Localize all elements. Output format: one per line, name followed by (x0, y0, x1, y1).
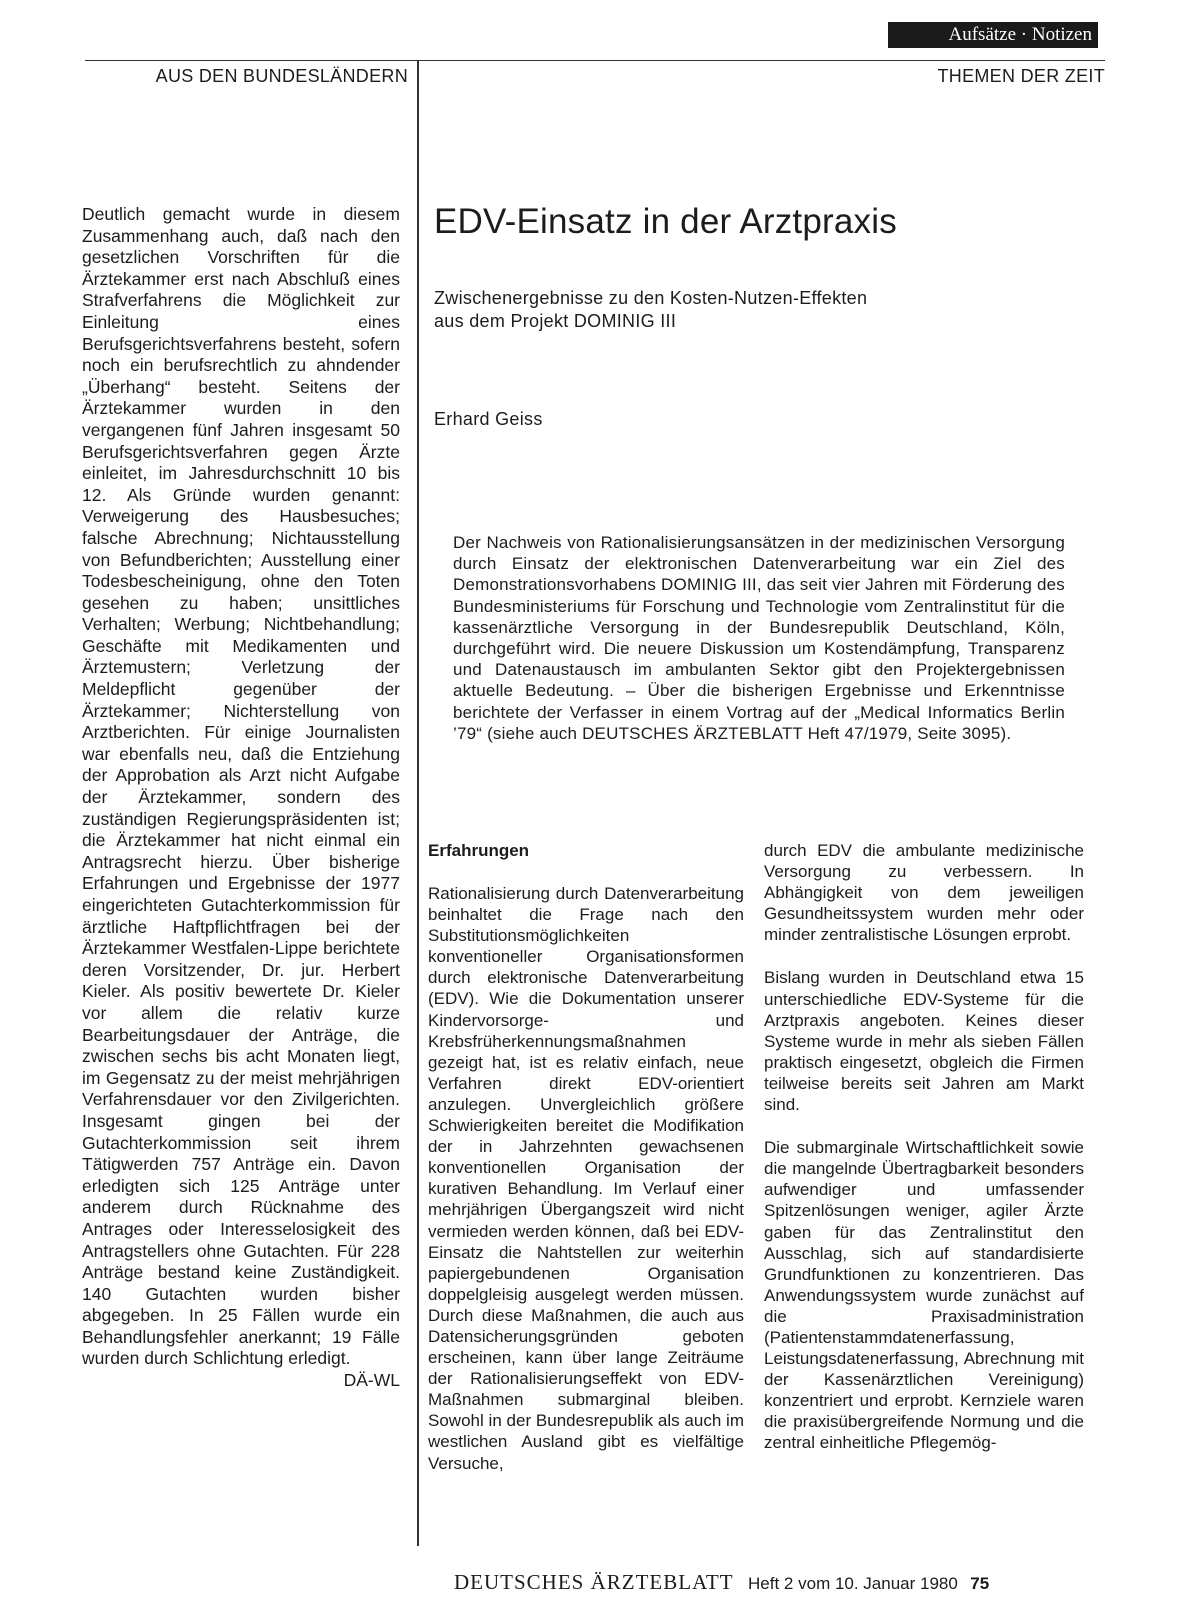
left-column-article (82, 204, 400, 1392)
journal-name: DEUTSCHES ÄRZTEBLATT (454, 1570, 734, 1594)
author-signature: DÄ-WL (343, 1370, 400, 1391)
section-heading: Erfahrungen (428, 841, 530, 860)
article-author: Erhard Geiss (434, 409, 543, 429)
right-paragraph-1: durch EDV die ambulante medizinische Versorgung zu verbessern. In Abhängigkeit von dem jeweiligen Gesundheitssystem wurden mehr oder minder zentralistische Lösungen erprobt. (764, 841, 1084, 945)
issue-info: Heft 2 vom 10. Januar 1980 (748, 1574, 958, 1593)
section-label-right: THEMEN DER ZEIT (937, 66, 1105, 86)
section-label-left: AUS DEN BUNDESLÄNDERN (155, 66, 408, 86)
subtitle-line-1: Zwischenergebnisse zu den Kosten-Nutzen-Effekten (434, 288, 868, 308)
right-column (764, 840, 1084, 1476)
page-footer (454, 1570, 1114, 1595)
page-number: 75 (970, 1574, 990, 1593)
left-column-text: Deutlich gemacht wurde in diesem Zusammenhang auch, daß nach den gesetzlichen Vorschriften für die Ärztekammer erst nach Abschluß eines Strafverfahrens die Möglichkeit zur Einleitung eines Berufsgerichtsverfahrens besteht, sofern noch ein berufsrechtlich zu ahndender „Überhang“ besteht. Seitens der Ärztekammer wurden in den vergangenen fünf Jahren insgesamt 50 Berufsgerichtsverfahren gegen Ärzte einleitet, im Jahresdurchschnitt 10 bis 12. Als Gründe wurden genannt: Verweigerung des Hausbesuches; falsche Abrechnung; Nichtausstellung von Befundberichten; Ausstellung einer Todesbescheinigung, ohne den Toten gesehen zu haben; unsittliches Verhalten; Werbung; Nichtbehandlung; Geschäfte mit Medikamenten und Ärztemustern; Verletzung der Meldepflicht gegenüber der Ärztekammer; Nichterstellung von Arztberichten. Für einige Journalisten war ebenfalls neu, daß die Entziehung der Approbation als Arzt nicht Aufgabe der Ärztekammer, sondern des zuständigen Regierungspräsidenten ist; die Ärztekammer hat nicht einmal ein Antragsrecht hierzu. Über bisherige Erfahrungen und Ergebnisse der 1977 eingerichteten Gutachterkommission für ärztliche Haftpflichtfragen bei der Ärztekammer Westfalen-Lippe berichtete deren Vorsitzender, Dr. jur. Herbert Kieler. Als positiv bewertete Dr. Kieler vor allem die relativ kurze Bearbeitungsdauer der Anträge, die zwischen sechs bis acht Monaten liegt, im Gegensatz zu der meist mehrjährigen Verfahrensdauer vor den Zivilgerichten. Insgesamt gingen bei der Gutachterkommission seit ihrem Tätigwerden 757 Anträge ein. Davon erledigten sich 125 Anträge unter anderem durch Rücknahme des Antrages oder Interesselosigkeit des Antragstellers ohne Gutachten. Für 228 Anträge bestand keine Zuständigkeit. 140 Gutachten wurden bisher abgegeben. In 25 Fällen wurde ein Behandlungsfehler anerkannt; 19 Fälle wurden durch Schlichtung erledigt. (82, 204, 400, 1369)
section-badge: Aufsätze · Notizen (888, 22, 1098, 48)
header-rule (85, 60, 1105, 61)
column-divider (417, 60, 419, 1546)
middle-column-text: Rationalisierung durch Datenverarbeitung beinhaltet die Frage nach den Substitutionsmöglichkeiten konventioneller Organisationsformen durch elektronische Datenverarbeitung (EDV). Wie die Dokumentation unserer Kindervorsorge- und Krebsfrüherkennungsmaßnahmen gezeigt hat, ist es relativ einfach, neue Verfahren direkt EDV-orientiert anzulegen. Unvergleichlich größere Schwierigkeiten bereitet die Modifikation der in Jahrzehnten gewachsenen konventionellen Organisation der kurativen Behandlung. Im Verlauf einer mehrjährigen Übergangszeit wird nicht vermieden werden können, daß bei EDV-Einsatz die Nahtstellen zur weiterhin papiergebundenen Organisation doppelgleisig ausgelegt werden müssen. Durch diese Maßnahmen, die auch aus Datensicherungsgründen geboten erscheinen, kann über lange Zeiträume der Rationalisierungseffekt von EDV-Maßnahmen submarginal bleiben. Sowohl in der Bundesrepublik als auch im westlichen Ausland gibt es vielfältige Versuche, (428, 884, 744, 1473)
right-paragraph-2: Bislang wurden in Deutschland etwa 15 unterschiedliche EDV-Systeme für die Arztpraxis angeboten. Keines dieser Systeme wurde in mehr als sieben Fällen praktisch eingesetzt, obgleich die Firmen teilweise bereits seit Jahren am Markt sind. (764, 968, 1084, 1115)
article-subtitle (434, 287, 994, 333)
article-title: EDV-Einsatz in der Arztpraxis (434, 202, 897, 241)
subtitle-line-2: aus dem Projekt DOMINIG III (434, 311, 677, 331)
right-paragraph-3: Die submarginale Wirtschaftlichkeit sowie die mangelnde Übertragbarkeit besonders aufwendiger und umfassender Spitzenlösungen weniger, agiler Ärzte gaben für das Zentralinstitut den Ausschlag, sich auf standardisierte Grundfunktionen zu konzentrieren. Das Anwendungssystem wurde zunächst auf die Praxisadministration (Patientenstammdatenerfassung, Leistungsdatenerfassung, Abrechnung mit der Kassenärztlichen Vereinigung) konzentriert und erprobt. Kernziele waren die praxisübergreifende Normung und die zentral einheitliche Pflegemög- (764, 1138, 1084, 1453)
article-abstract: Der Nachweis von Rationalisierungsansätzen in der medizinischen Versorgung durch Einsatz der elektronischen Datenverarbeitung war ein Ziel des Demonstrationsvorhabens DOMINIG III, das seit vier Jahren mit Förderung des Bundesministeriums für Forschung und Technologie vom Zentralinstitut für die kassenärztliche Versorgung in der Bundesrepublik Deutschland, Köln, durchgeführt wird. Die neuere Diskussion um Kostendämpfung, Transparenz und Datenaustausch im ambulanten Sektor gibt den Projektergebnissen aktuelle Bedeutung. – Über die bisherigen Ergebnisse und Erkenntnisse berichtete der Verfasser in einem Vortrag auf der „Medical Informatics Berlin ’79“ (siehe auch DEUTSCHES ÄRZTEBLATT Heft 47/1979, Seite 3095). (453, 533, 1065, 743)
middle-column (428, 840, 744, 1474)
